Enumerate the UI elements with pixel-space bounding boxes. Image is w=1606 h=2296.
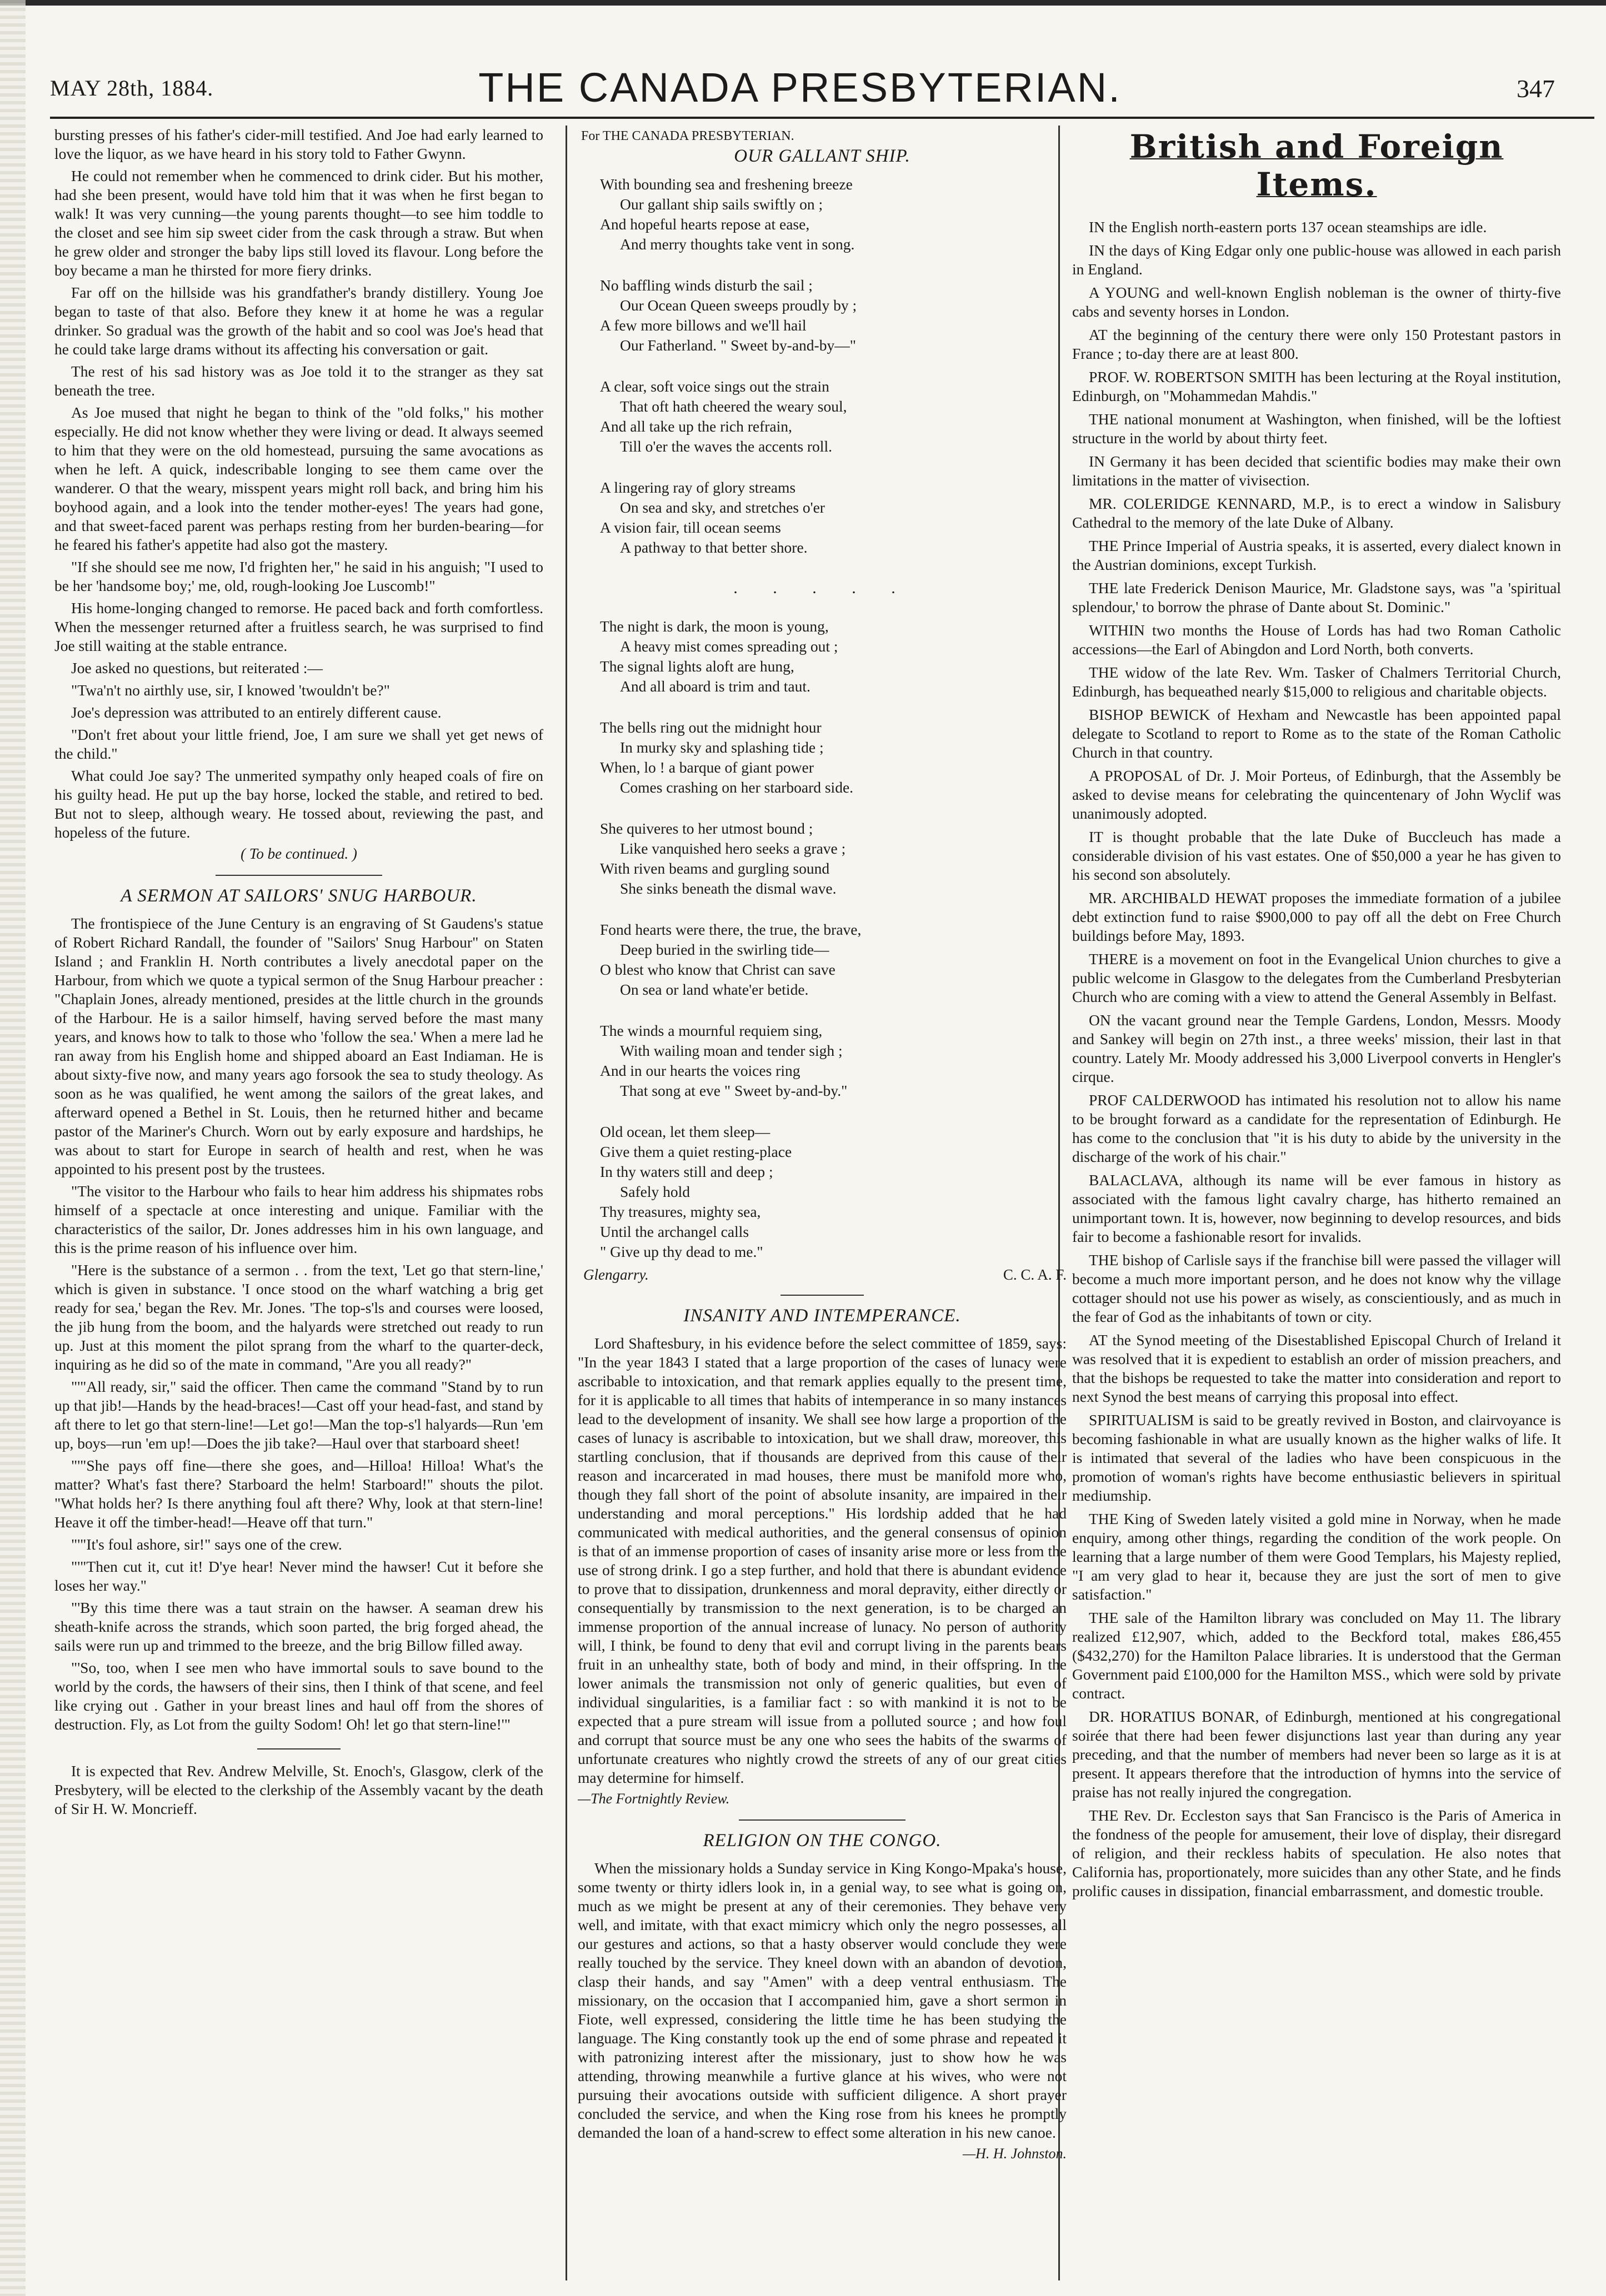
stanza bbox=[600, 920, 1067, 1000]
poem-title: OUR GALLANT SHIP. bbox=[734, 146, 910, 166]
poem-line: The winds a mournful requiem sing, bbox=[600, 1022, 823, 1039]
column-rule-1 bbox=[566, 126, 567, 2280]
poem-line: Deep buried in the swirling tide— bbox=[620, 941, 829, 958]
sermon-paragraph: "'By this time there was a taut strain on the hawser. A seaman drew his sheath-knife across the strands, which soon parted, the brig forged ahead, the sails were run up and trimmed to the breeze, and the brig Billow filled away. bbox=[54, 1599, 543, 1654]
stanza bbox=[600, 819, 1067, 899]
news-item: A PROPOSAL of Dr. J. Moir Porteus, of Edinburgh, that the Assembly be asked to devise means for celebrating the quincentenary of John Wyclif was unanimously adopted. bbox=[1072, 767, 1561, 822]
news-item: BALACLAVA, although its name will be ever famous in history as associated with the famous light cavalry charge, has hitherto remained an unimportant town. It is, however, now beginning to develop resources, and bids fair to become a fashionable resort for invalids. bbox=[1072, 1171, 1561, 1245]
publication-title: THE CANADA PRESBYTERIAN. bbox=[478, 64, 1122, 111]
issue-date: MAY 28th, 1884. bbox=[50, 76, 214, 101]
poem-line: Thy treasures, mighty sea, bbox=[600, 1203, 761, 1220]
news-item: IN the days of King Edgar only one public-house was allowed in each parish in England. bbox=[1072, 242, 1561, 278]
sermon-paragraph: "Here is the substance of a sermon . . from the text, 'Let go that stern-line,' which is given in substance. 'I once stood on the wharf watching a brig get ready for sea,' began the Rev. Mr. Jones. 'The top-s'ls and courses were loosed, the jib hung from the boom, and the halyards were stretched out ready to run up. Just at this moment the pilot sprang from the wharf to the quarter-deck, inquiring as he did so of the mate in command, "Are you all ready?" bbox=[54, 1261, 543, 1373]
column-3 bbox=[1072, 126, 1561, 2280]
poem-line: O blest who know that Christ can save bbox=[600, 961, 835, 978]
sermon-paragraph: "'"All ready, sir," said the officer. Then came the command "Stand by to run up that jib!—Hands by the head-braces!—Cast off your head-fast, and stand by aft there to let go that stern-line!—Let go!—Man the top-s'l halyards—Run 'em up, boys—run 'em up!—Does the jib take?—Haul over that starboard sheet! bbox=[54, 1378, 543, 1452]
news-item: ON the vacant ground near the Temple Gardens, London, Messrs. Moody and Sankey will begin on 27th inst., a three weeks' mission, their last in that country. Lately Mr. Moody addressed his 3,000 Liverpool converts in Hengler's cirque. bbox=[1072, 1011, 1561, 1085]
poem-line: The night is dark, the moon is young, bbox=[600, 618, 829, 635]
sermon-heading: A SERMON AT SAILORS' SNUG HARBOUR. bbox=[121, 886, 477, 906]
insanity-text: Lord Shaftesbury, in his evidence before the select committee of 1859, says: "In the year 1843 I stated that a large proportion of the cases of lunacy were ascribable to intoxication, and that remark applies equally to the present time, for it is applicable to all times that habits of intemperance in so many instances lead to the development of insanity. We shall see how large a proportion of the cases of lunacy is ascribable to intoxication, but we shall draw, moreover, this startling conclusion, that if thousands are deprived from this cause of their reason and incarcerated in mad houses, there must be manifold more who, though they fall short of the point of absolute insanity, are impaired in their understanding and moral perceptions." His lordship added that he had communicated with medical authorities, and the general consensus of opinion is that of an immense proportion of cases of insanity arise more or less from the use of strong drink. I go a step further, and hold that there is abundant evidence to prove that to dissipation, drunkenness and moral depravity, either directly or consequentially by transmission to the next generation, is to be charged an immense proportion of the annual increase of lunacy. No person of authority will, I think, be found to deny that evil and corrupt living in the parents bears fruit in an unhealthy state, both of body and mind, in their offspring. In the lower animals the transmission not only of generic qualities, but even of individual singularities, is a familiar fact : so with mankind it is not to be expected that a pure stream will issue from a polluted source ; and how foul and corrupt that source must be any one who sees the habits of the swarms of unfortunate creatures who nightly crowd the streets of any of our great cities may determine for himself. bbox=[578, 1335, 1067, 1786]
poem-line: Safely hold bbox=[620, 1183, 691, 1200]
story-paragraph: "Don't fret about your little friend, Joe, I am sure we shall yet get news of the child." bbox=[54, 726, 543, 762]
news-item: SPIRITUALISM is said to be greatly revived in Boston, and clairvoyance is becoming fashionable in what are usually known as the higher walks of life. It is intimated that several of the ladies who have been conspicuous in the promotion of woman's rights have become enthusiastic believers in spiritual mediumship. bbox=[1072, 1411, 1561, 1504]
poem-line: Our Ocean Queen sweeps proudly by ; bbox=[620, 297, 857, 314]
poem bbox=[578, 174, 1067, 1284]
story-paragraph: His home-longing changed to remorse. He paced back and forth comfortless. When the messenger returned after a fruitless search, he was surprised to find Joe still waiting at the stable entrance. bbox=[54, 599, 543, 654]
news-item: IN the English north-eastern ports 137 ocean steamships are idle. bbox=[1089, 218, 1487, 235]
stanza bbox=[600, 174, 1067, 254]
news-item: THE Rev. Dr. Eccleston says that San Francisco is the Paris of America in the fondness of the people for amusement, their love of display, their disregard of religion, and their reckless habits of speculation. He also notes that California has, proportionately, more suicides than any other State, and he finds prolific causes in dissipation, financial embarrassment, and domestic trouble. bbox=[1072, 1807, 1561, 1899]
column-1 bbox=[54, 126, 543, 2280]
poem-line: Our gallant ship sails swiftly on ; bbox=[620, 195, 823, 213]
column-2 bbox=[578, 126, 1067, 2280]
stanza bbox=[600, 1021, 1067, 1101]
story-paragraph: "Twa'n't no airthly use, sir, I knowed 'twouldn't be?" bbox=[71, 681, 390, 699]
sermon-paragraph: "'"It's foul ashore, sir!" says one of the crew. bbox=[71, 1536, 342, 1553]
to-be-continued: ( To be continued. ) bbox=[241, 845, 357, 862]
poem-place: Glengarry. bbox=[583, 1266, 649, 1283]
scan-edge bbox=[0, 0, 26, 2296]
news-item: IT is thought probable that the late Duke of Buccleuch has made a considerable division of his vast estates. One of $50,000 a year he has given to his second son absolutely. bbox=[1072, 828, 1561, 883]
poem-line: Our Fatherland. " Sweet by-and-by—" bbox=[620, 337, 856, 354]
sermon-paragraph: "'"Then cut it, cut it! D'ye hear! Never mind the hawser! Cut it before she loses her way." bbox=[54, 1558, 543, 1594]
section-rule bbox=[216, 875, 382, 876]
news-item: BISHOP BEWICK of Hexham and Newcastle has been appointed papal delegate to Scotland to report to Rome as to the state of the Roman Catholic Church in that country. bbox=[1072, 706, 1561, 761]
insanity-heading: INSANITY AND INTEMPERANCE. bbox=[683, 1306, 961, 1326]
poem-line: The bells ring out the midnight hour bbox=[600, 719, 822, 736]
poem-line: A heavy mist comes spreading out ; bbox=[620, 638, 838, 655]
sermon-paragraph: "The visitor to the Harbour who fails to hear him address his shipmates robs himself of a spectacle at once interesting and unique. Familiar with the characteristics of the sailor, Dr. Jones addresses him in his own language, and this is the prime reason of his influence over him. bbox=[54, 1182, 543, 1256]
stanza-break-dots: . . . . . bbox=[733, 579, 911, 597]
poem-line: A few more billows and we'll hail bbox=[600, 317, 807, 334]
news-item: AT the beginning of the century there were only 150 Protestant pastors in France ; to-day there are at least 800. bbox=[1072, 326, 1561, 362]
news-item: WITHIN two months the House of Lords has had two Roman Catholic accessions—the Earl of Abingdon and Lord North, both converts. bbox=[1072, 621, 1561, 658]
section-heading: British and Foreign Items. bbox=[1129, 128, 1504, 203]
section-rule bbox=[739, 1819, 905, 1821]
story-paragraph: As Joe mused that night he began to think of the "old folks," his mother especially. He did not know whether they were living or dead. It always seemed to him that they were on the old homestead, pursuing the same avocations as when he left. A quick, indescribable longing to see them came over the wanderer. O that the weary, misspent years might roll back, and bring him his boyhood again, and a look into the tender mother-eyes! The years had gone, and that sweet-faced parent was perhaps resting from her burden-bearing—for he feared his father's appetite had also got the mastery. bbox=[54, 404, 543, 553]
news-item: A YOUNG and well-known English nobleman is the owner of thirty-five cabs and seventy horses in London. bbox=[1072, 284, 1561, 320]
poem-line: That song at eve " Sweet by-and-by." bbox=[620, 1082, 848, 1099]
poem-line: And all take up the rich refrain, bbox=[600, 418, 792, 435]
stanza bbox=[600, 616, 1067, 696]
poem-initials: C. C. A. F. bbox=[1003, 1266, 1067, 1283]
news-item: THE Prince Imperial of Austria speaks, it is asserted, every dialect known in the Austrian dominions, except Turkish. bbox=[1072, 537, 1561, 573]
poem-line: She sinks beneath the dismal wave. bbox=[620, 880, 837, 897]
news-item: THERE is a movement on foot in the Evangelical Union churches to give a public welcome in Glasgow to the delegates from the Cumberland Presbyterian Church who are coming with a view to attend the General Assembly in Belfast. bbox=[1072, 950, 1561, 1005]
section-rule bbox=[257, 1748, 341, 1749]
story-paragraph: Joe asked no questions, but reiterated :— bbox=[71, 659, 323, 676]
for-line: For THE CANADA PRESBYTERIAN. bbox=[581, 129, 794, 143]
sermon-article bbox=[54, 914, 543, 1734]
poem-line: With riven beams and gurgling sound bbox=[600, 860, 830, 877]
religion-text: When the missionary holds a Sunday service in King Kongo-Mpaka's house, some twenty or thirty idlers look in, in a genial way, to see what is going on, much as we might be present at any of their ceremonies. They behave very well, and imitate, with that exact mimicry which only the negro possesses, all our gestures and actions, so that a hasty observer would conclude they were really touched by the service. They kneel down with an abandon of devotion, clasp their hands, and say "Amen" with a deep ventral enthusiasm. The missionary, on the occasion that I accompanied him, gave a short sermon in Fiote, well expressed, considering the little time he has been studying the language. The King constantly took up the end of some phrase and repeated it with patronizing interest after the missionary, just to show how he was attending, throwing meanwhile a furtive glance at his wives, who were not pursuing their avocations outside with sufficient diligence. A short prayer concluded the service, and when the King rose from his knees he promptly demanded the loan of a hand-screw to effect some alteration in his new canoe. bbox=[578, 1859, 1067, 2141]
news-item: PROF CALDERWOOD has intimated his resolution not to allow his name to be brought forward as a candidate for the representation of Edinburgh. He has come to the conclusion that "it is his duty to abide by the university in the discharge of the work of his chair." bbox=[1072, 1091, 1561, 1165]
stanza bbox=[600, 718, 1067, 798]
story-paragraph: What could Joe say? The unmerited sympathy only heaped coals of fire on his guilty head. He put up the bay horse, locked the stable, and retired to bed. But not to sleep, although weary. He tossed about, reviewing the past, and hopeless of the future. bbox=[54, 767, 543, 841]
poem-line: " Give up thy dead to me." bbox=[600, 1243, 763, 1260]
poem-line: That oft hath cheered the weary soul, bbox=[620, 398, 847, 415]
poem-line: No baffling winds disturb the sail ; bbox=[600, 277, 813, 294]
religion-heading: RELIGION ON THE CONGO. bbox=[703, 1831, 942, 1851]
poem-line: And hopeful hearts repose at ease, bbox=[600, 215, 810, 233]
news-item: THE sale of the Hamilton library was concluded on May 11. The library realized £12,907, which, added to the Beckford total, makes £86,455 ($432,270) for the Hamilton Palace libraries. It is understood that the German Government paid £100,000 for the Hamilton MSS., which were sold by private contract. bbox=[1072, 1609, 1561, 1702]
news-item: AT the Synod meeting of the Disestablished Episcopal Church of Ireland it was resolved that it is expedient to establish an order of mission preachers, and that the bishops be requested to take the matter into consideration and report to next Synod the best means of carrying this proposal into effect. bbox=[1072, 1331, 1561, 1405]
stanza bbox=[600, 478, 1067, 558]
poem-line: With wailing moan and tender sigh ; bbox=[620, 1042, 843, 1059]
poem-line: On sea and sky, and stretches o'er bbox=[620, 499, 825, 516]
news-item: MR. COLERIDGE KENNARD, M.P., is to erect a window in Salisbury Cathedral to the memory of the late Duke of Albany. bbox=[1072, 495, 1561, 531]
insanity-source: —The Fortnightly Review. bbox=[578, 1791, 730, 1807]
top-border bbox=[0, 0, 1606, 6]
poem-line: She quiveres to her utmost bound ; bbox=[600, 820, 813, 837]
news-item: THE widow of the late Rev. Wm. Tasker of Chalmers Territorial Church, Edinburgh, has bequeathed nearly $15,000 to religious and charitable objects. bbox=[1072, 664, 1561, 700]
stanza bbox=[600, 275, 1067, 355]
sermon-paragraph: "'"She pays off fine—there she goes, and—Hilloa! Hilloa! What's the matter? What's fast there? Starboard the helm! Starboard!" shouts the pilot. "What holds her? Is there anything foul aft there? Why, look at that stern-line! Heave it off the timber-head!—Heave off that turn." bbox=[54, 1457, 543, 1531]
poem-line: Comes crashing on her starboard side. bbox=[620, 779, 854, 796]
story-continuation bbox=[54, 126, 543, 863]
poem-line: With bounding sea and freshening breeze bbox=[600, 176, 853, 193]
poem-line: And all aboard is trim and taut. bbox=[620, 678, 810, 695]
page-number: 347 bbox=[1517, 74, 1555, 103]
poem-line: And in our hearts the voices ring bbox=[600, 1062, 801, 1079]
news-item: THE King of Sweden lately visited a gold mine in Norway, when he made enquiry, among other things, regarding the condition of the work people. On learning that a large number of them were Good Templars, his Majesty replied, "I am very glad to hear it, because they are just the sort of men to give satisfaction." bbox=[1072, 1510, 1561, 1603]
poem-line: A vision fair, till ocean seems bbox=[600, 519, 781, 536]
news-item: DR. HORATIUS BONAR, of Edinburgh, mentioned at his congregational soirée that there had been fewer disjunctions last year than during any year preceding, and that the number of members had never been so large as it is at present. It appears therefore that the introduction of hymns into the service of praise has not really injured the congregation. bbox=[1072, 1708, 1561, 1801]
news-item: THE bishop of Carlisle says if the franchise bill were passed the villager will become a much more important person, and he does not know why the village cottager should not use his power as wisely, as conscientiously, and as much in the fear of God as the inhabitants of town or city. bbox=[1072, 1251, 1561, 1325]
story-paragraph: "If she should see me now, I'd frighten her," he said in his anguish; "I used to be her 'handsome boy;' me, old, rough-looking Joe Luscomb!" bbox=[54, 558, 543, 594]
poem-line: Fond hearts were there, the true, the brave, bbox=[600, 921, 862, 938]
poem-line: Give them a quiet resting-place bbox=[600, 1143, 792, 1160]
poem-line: Till o'er the waves the accents roll. bbox=[620, 438, 832, 455]
section-rule bbox=[781, 1295, 864, 1296]
story-paragraph: He could not remember when he commenced to drink cider. But his mother, had she been present, would have told him that it was when he first began to walk! It was very cunning—the young parents thought—to see him toddle to the closet and see him sip sweet cider from the cask through a straw. But when he grew older and stronger the baby lips still loved its flavour. Long before the boy became a man he thirsted for more fiery drinks. bbox=[54, 167, 543, 279]
poem-line: On sea or land whate'er betide. bbox=[620, 981, 809, 998]
news-item: THE national monument at Washington, when finished, will be the loftiest structure in the world by about thirty feet. bbox=[1072, 410, 1561, 447]
religion-source: —H. H. Johnston. bbox=[962, 2145, 1067, 2162]
poem-line: Like vanquished hero seeks a grave ; bbox=[620, 840, 846, 857]
sermon-paragraph: The frontispiece of the June Century is an engraving of St Gaudens's statue of Robert Richard Randall, the founder of "Sailors' Snug Harbour" on Staten Island ; and Franklin H. North contributes a lively anecdotal paper on the Harbour, from which we quote a typical sermon of the Snug Harbour preacher : "Chaplain Jones, already mentioned, presides at the little church in the grounds of the Harbour. He is a sailor himself, having served before the mast many years, and knows how to talk to those who 'follow the sea.' When a mere lad he ran away from his English home and shipped aboard an East Indiaman. He is about sixty-five now, and many years ago forsook the sea to study theology. As soon as he was qualified, he went among the sailors of the great lakes, and afterward opened a Bethel in St. Louis, then he returned hither and became pastor of the Mariner's Church. Worn out by early exposure and hardships, he was about to start for Europe in search of health and rest, when he was appointed to his present post by the trustees. bbox=[54, 915, 543, 1177]
sermon-paragraph: "'So, too, when I see men who have immortal souls to save bound to the world by the cords, the hawsers of their sins, then I think of that scene, and feel like crying out . Gather in your breast lines and haul off from the shores of destruction. Fly, as Lot from the guilty Sodom! Oh! let go that stern-line!'" bbox=[54, 1659, 543, 1733]
poem-line: In murky sky and splashing tide ; bbox=[620, 739, 824, 756]
poem-line: In thy waters still and deep ; bbox=[600, 1163, 773, 1180]
news-item: THE late Frederick Denison Maurice, Mr. Gladstone says, was "a 'spiritual splendour,' to borrow the phrase of Dante about St. Dominic." bbox=[1072, 579, 1561, 615]
poem-line: Until the archangel calls bbox=[600, 1223, 749, 1240]
poem-line: A pathway to that better shore. bbox=[620, 539, 808, 556]
poem-line: When, lo ! a barque of giant power bbox=[600, 759, 814, 776]
masthead bbox=[50, 53, 1605, 119]
poem-line: A lingering ray of glory streams bbox=[600, 479, 796, 496]
header-rule bbox=[50, 117, 1594, 119]
story-paragraph: bursting presses of his father's cider-mill testified. And Joe had early learned to love the liquor, as we have heard in his story told to Father Gwynn. bbox=[54, 126, 543, 162]
news-item: MR. ARCHIBALD HEWAT proposes the immediate formation of a jubilee debt extinction fund to raise $900,000 to pay off all the debt on Free Church buildings before May, 1893. bbox=[1072, 889, 1561, 944]
poem-line: And merry thoughts take vent in song. bbox=[620, 235, 855, 253]
news-items bbox=[1072, 218, 1561, 1901]
stanza bbox=[600, 377, 1067, 457]
story-paragraph: Joe's depression was attributed to an entirely different cause. bbox=[71, 704, 442, 721]
poem-line: A clear, soft voice sings out the strain bbox=[600, 378, 829, 395]
poem-signoff bbox=[583, 1266, 1067, 1284]
news-item: IN Germany it has been decided that scientific bodies may make their own limitations in the matter of vivisection. bbox=[1072, 453, 1561, 489]
stanza bbox=[600, 1122, 1067, 1262]
news-item: PROF. W. ROBERTSON SMITH has been lecturing at the Royal institution, Edinburgh, on "Mohammedan Mahdis." bbox=[1072, 368, 1561, 404]
poem-line: Old ocean, let them sleep— bbox=[600, 1123, 771, 1140]
story-paragraph: The rest of his sad history was as Joe told it to the stranger as they sat beneath the tree. bbox=[54, 363, 543, 399]
closing-paragraph: It is expected that Rev. Andrew Melville, St. Enoch's, Glasgow, clerk of the Presbytery, will be elected to the clerkship of the Assembly vacant by the death of Sir H. W. Moncrieff. bbox=[54, 1762, 543, 1817]
story-paragraph: Far off on the hillside was his grandfather's brandy distillery. Young Joe began to taste of that also. Before they knew it at home he was a regular drinker. So gradual was the growth of the habit and so cool was Joe's head that he could take large drams without its affecting his conversation or gait. bbox=[54, 284, 543, 358]
poem-line: The signal lights aloft are hung, bbox=[600, 658, 794, 675]
